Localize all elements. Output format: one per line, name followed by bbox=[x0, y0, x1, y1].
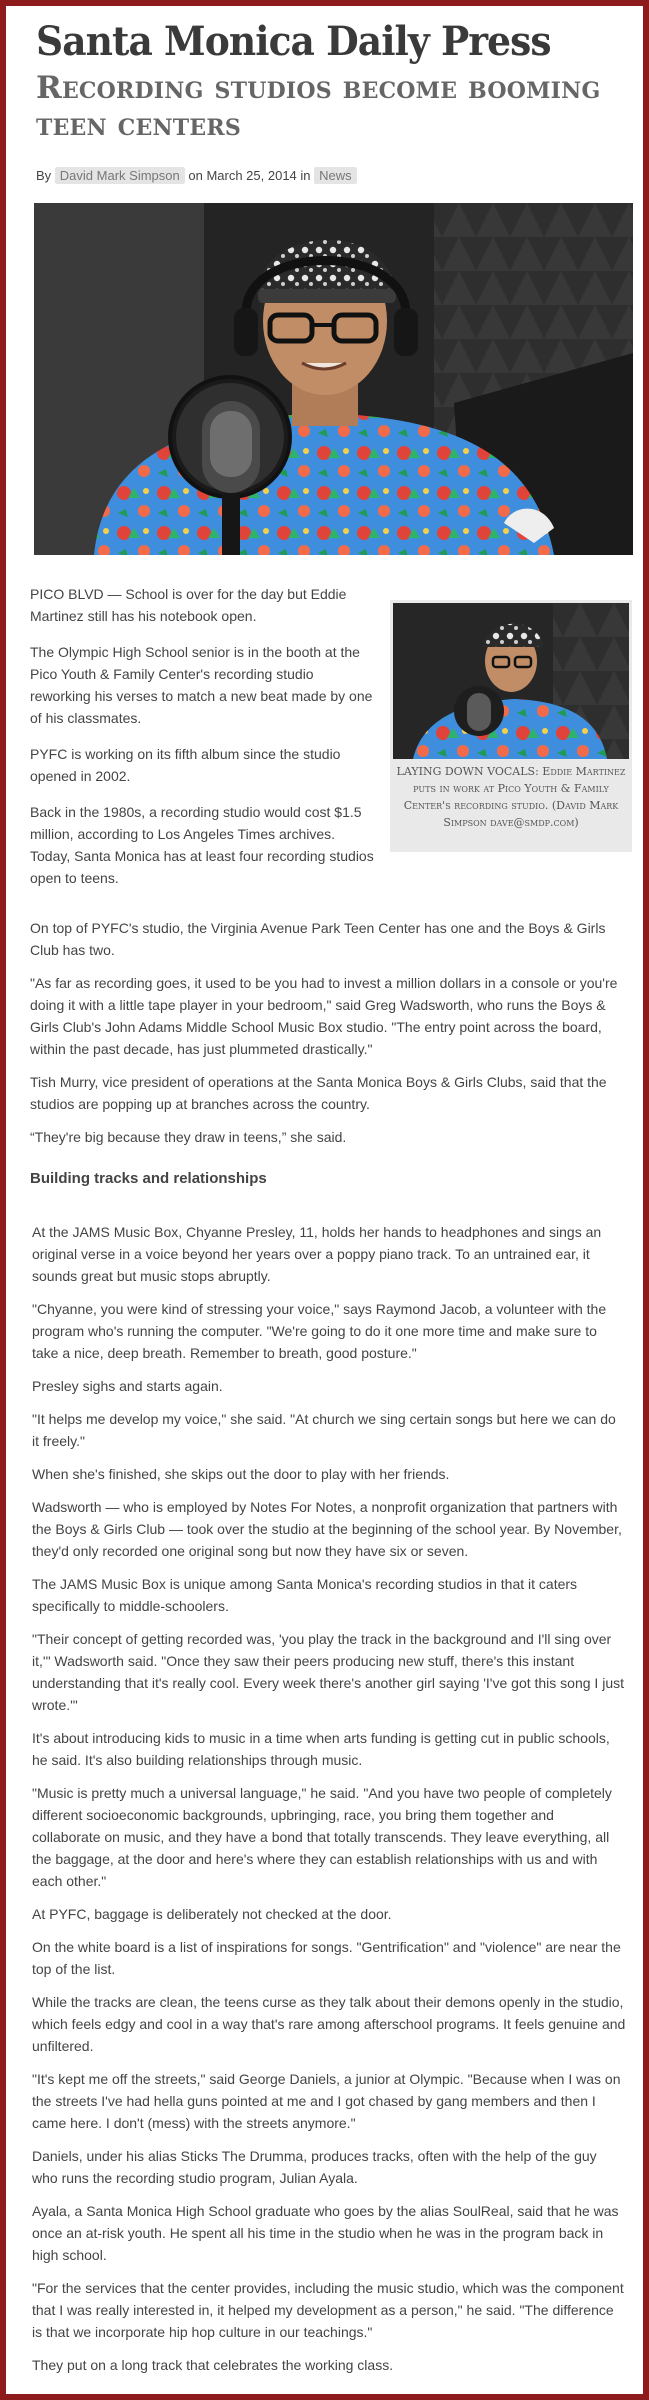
paragraph: The JAMS Music Box is unique among Santa Monica's recording studios in that it caters specifically to middle-schoolers. bbox=[32, 1576, 578, 1614]
paragraph: "Chyanne, you were kind of stressing your voice," says Raymond Jacob, a volunteer with the program who's running the computer. "We're going to do it one more time and make sure to take a nice, deep breath. Remember to breath, good posture." bbox=[32, 1301, 607, 1361]
paragraph: "It's kept me off the streets," said George Daniels, a junior at Olympic. "Because when I was on the streets I've had hella guns pointed at me and I got chased by gang members and then I came here. I don't (mess) with the streets anymore." bbox=[32, 2071, 621, 2131]
paragraph: "Their concept of getting recorded was, 'you play the track in the background and I'll sing over it,'" Wadsworth said. "Once they saw their peers producing new stuff, there's this instant understanding that it's really cool. Every week there's another girl saying 'I've got this song I just wrote.'" bbox=[32, 1631, 624, 1713]
paragraph: "It helps me develop my voice," she said. "At church we sing certain songs but here we can do it freely." bbox=[32, 1411, 616, 1449]
paragraph: Wadsworth — who is employed by Notes For Notes, a nonprofit organization that partners with the Boys & Girls Club — took over the studio at the beginning of the school year. By November, they'd only recorded one original song but now they have six or seven. bbox=[32, 1499, 622, 1559]
paragraph: On the white board is a list of inspirations for songs. "Gentrification" and "violence" are near the top of the list. bbox=[32, 1939, 621, 1977]
paragraph: Ayala, a Santa Monica High School graduate who goes by the alias SoulReal, said that he was once an at-risk youth. He spent all his time in the studio when he was in the program back in high school. bbox=[32, 2203, 619, 2263]
publish-date: March 25, 2014 bbox=[206, 168, 297, 183]
byline bbox=[36, 168, 621, 183]
lead-paragraphs bbox=[30, 583, 374, 903]
paragraph: "For the services that the center provides, including the music studio, which was the component that I was really interested in, it helped my development as a person," he said. "The difference is that we incorporate hip hop culture in our teachings." bbox=[32, 2280, 624, 2340]
paragraph: Back in the 1980s, a recording studio would cost $1.5 million, according to Los Angeles Times archives. Today, Santa Monica has at least four recording studios open to teens. bbox=[30, 804, 374, 886]
paragraph: Tish Murry, vice president of operations at the Santa Monica Boys & Girls Clubs, said that the studios are popping up at branches across the country. bbox=[30, 1074, 607, 1112]
paragraph: On top of PYFC's studio, the Virginia Avenue Park Teen Center has one and the Boys & Girls Club has two. bbox=[30, 920, 606, 958]
section-subheading: Building tracks and relationships bbox=[30, 1170, 267, 1187]
paragraph: They put on a long track that celebrates the working class. bbox=[32, 2357, 394, 2373]
byline-by: By bbox=[36, 168, 52, 183]
paragraph: "As far as recording goes, it used to be you had to invest a million dollars in a console or you're doing it with a little tape player in your bedroom," said Greg Wadsworth, who runs the Boys & Girls Club's John Adams Middle School Music Box studio. "The entry point across the board, within the past decade, has just plummeted drastically." bbox=[30, 975, 618, 1057]
article-headline: Recording studios become booming teen centers bbox=[36, 70, 601, 143]
author-link[interactable]: David Mark Simpson bbox=[55, 167, 185, 184]
paragraph: The Olympic High School senior is in the booth at the Pico Youth & Family Center's recording studio reworking his verses to match a new beat made by one of his classmates. bbox=[30, 644, 373, 726]
paragraph: Daniels, under his alias Sticks The Drumma, produces tracks, often with the help of the guy who runs the recording studio program, Julian Ayala. bbox=[32, 2148, 597, 2186]
byline-on: on bbox=[188, 168, 203, 183]
paragraph: PICO BLVD — School is over for the day but Eddie Martinez still has his notebook open. bbox=[30, 586, 347, 624]
paragraph: It's about introducing kids to music in a time when arts funding is getting cut in public schools, he said. It's also building relationships through music. bbox=[32, 1730, 610, 1768]
article-body bbox=[30, 917, 626, 2387]
article bbox=[6, 20, 643, 183]
paragraph: Presley sighs and starts again. bbox=[32, 1378, 223, 1394]
paragraph: “They're big because they draw in teens,” she said. bbox=[30, 1129, 347, 1145]
masthead-logo[interactable]: Santa Monica Daily Press bbox=[36, 18, 551, 65]
category-link[interactable]: News bbox=[314, 167, 357, 184]
byline-in: in bbox=[300, 168, 311, 183]
photo-caption: LAYING DOWN VOCALS: Eddie Martinez puts in work at Pico Youth & Family Center's recording studio. (David Mark Simpson dave@smdp.com) bbox=[396, 765, 626, 829]
sidebar-figure bbox=[390, 600, 632, 852]
paragraph: While the tracks are clean, the teens curse as they talk about their demons openly in the studio, which feels edgy and cool in a way that's rare among afterschool programs. It feels genuine and unfiltered. bbox=[32, 1994, 626, 2054]
section-building-tracks bbox=[30, 1221, 626, 2376]
hero-photo bbox=[34, 203, 633, 555]
paragraph: At the JAMS Music Box, Chyanne Presley, 11, holds her hands to headphones and sings an original verse in a voice beyond her years over a poppy piano track. To an untrained ear, it sounds great but music stops abruptly. bbox=[32, 1224, 602, 1284]
paragraph: When she's finished, she skips out the door to play with her friends. bbox=[32, 1466, 450, 1482]
paragraph: "Music is pretty much a universal language," he said. "And you have two people of completely different socioeconomic backgrounds, upbringing, race, you bring them together and collaborate on music, and they have a bond that totally transcends. They leave everything, all the baggage, at the door and here's where they can establish relationships with us and with each other." bbox=[32, 1785, 612, 1889]
paragraph: PYFC is working on its fifth album since the studio opened in 2002. bbox=[30, 746, 341, 784]
paragraph: At PYFC, baggage is deliberately not checked at the door. bbox=[32, 1906, 392, 1922]
